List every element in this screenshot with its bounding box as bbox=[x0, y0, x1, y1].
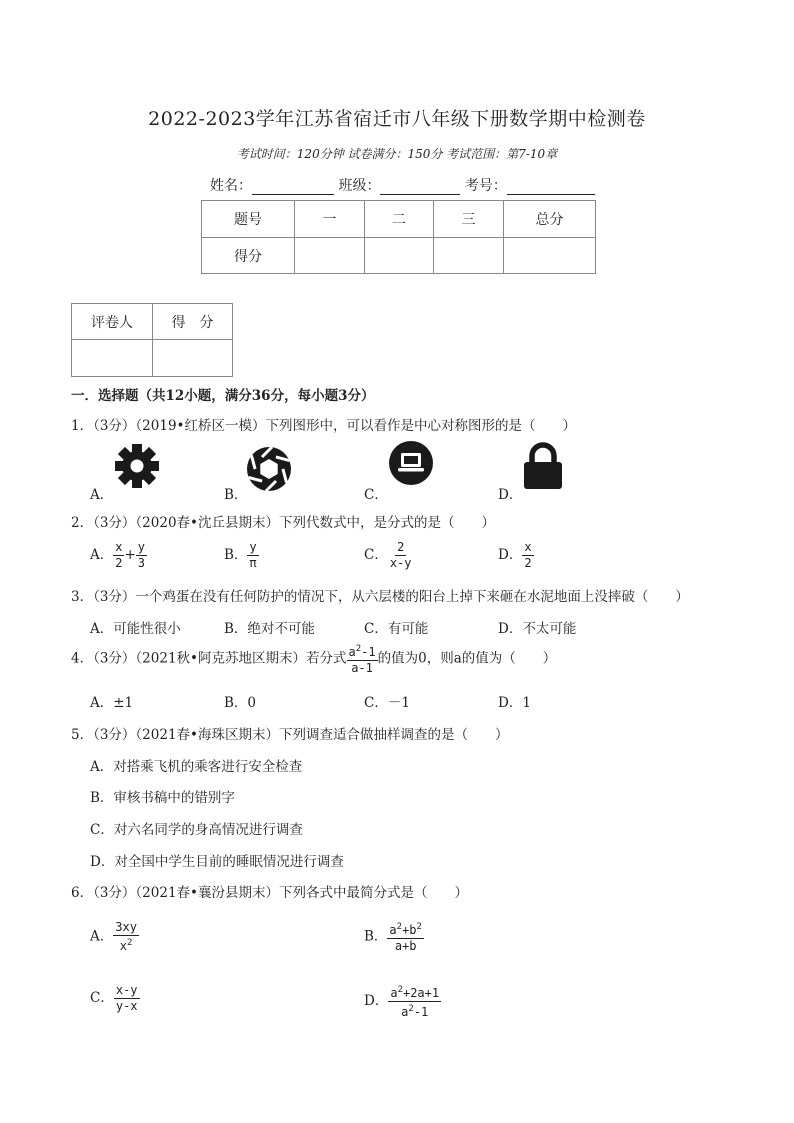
score-header-cell: 题号 bbox=[202, 201, 295, 238]
numerator bbox=[387, 920, 424, 939]
gear-icon[interactable] bbox=[114, 443, 160, 489]
q6-option-d[interactable] bbox=[364, 983, 441, 1020]
option-label: A． bbox=[90, 547, 114, 563]
class-label: 班级： bbox=[338, 178, 381, 194]
score-header-cell: 二 bbox=[365, 201, 434, 238]
q4-option-b[interactable]: B．0 bbox=[224, 695, 257, 711]
exponent: 2 bbox=[396, 922, 403, 932]
question-6: 6．（3分）（2021春•襄汾县期末）下列各式中最简分式是（ ） bbox=[71, 885, 468, 901]
numerator: x bbox=[115, 540, 123, 554]
denominator: a+b bbox=[394, 939, 417, 953]
laptop-circle-icon[interactable] bbox=[388, 440, 434, 486]
score-header-cell: 三 bbox=[434, 201, 504, 238]
fraction bbox=[136, 540, 147, 571]
q3-option-b[interactable]: B．绝对不可能 bbox=[224, 621, 315, 637]
numerator-base: a bbox=[389, 923, 397, 937]
score-header-cell: 一 bbox=[295, 201, 365, 238]
q6-option-b[interactable] bbox=[364, 920, 424, 954]
question-5: 5．（3分）（2021春•海珠区期末）下列调查适合做抽样调查的是（ ） bbox=[71, 727, 509, 743]
q1-option-a-label: A． bbox=[90, 487, 114, 503]
question-3: 3．（3分）一个鸡蛋在没有任何防护的情况下，从六层楼的阳台上掉下来砸在水泥地面上没摔破（ ） bbox=[71, 589, 689, 605]
q6-option-c[interactable] bbox=[90, 983, 140, 1014]
fraction bbox=[387, 920, 424, 954]
q1-option-d-label: D． bbox=[498, 487, 523, 503]
q1-option-c-label: C． bbox=[364, 487, 388, 503]
denominator bbox=[399, 1002, 430, 1020]
option-label: C． bbox=[90, 990, 114, 1006]
number-field[interactable] bbox=[507, 180, 595, 195]
numerator-base: a bbox=[348, 645, 356, 659]
q6-option-a[interactable] bbox=[90, 920, 139, 954]
question-4 bbox=[71, 642, 556, 676]
numerator: 3xy bbox=[115, 920, 137, 934]
name-field[interactable] bbox=[252, 180, 334, 195]
exponent: 2 bbox=[416, 922, 422, 932]
denominator: a-1 bbox=[351, 661, 373, 675]
exponent: 2 bbox=[408, 1004, 414, 1014]
q1-option-b-label: B． bbox=[224, 487, 248, 503]
question-4-text-end: 的值为0，则a的值为（ ） bbox=[377, 650, 557, 667]
q3-option-a[interactable]: A．可能性很小 bbox=[90, 621, 181, 637]
numerator bbox=[388, 983, 441, 1002]
fraction bbox=[114, 983, 140, 1014]
denominator bbox=[118, 936, 135, 954]
option-label: A． bbox=[90, 928, 114, 945]
score-table bbox=[201, 200, 596, 274]
q3-option-d[interactable]: D．不太可能 bbox=[498, 621, 577, 637]
numerator-mid: +b bbox=[402, 923, 417, 937]
question-4-text-start: 4．（3分）（2021秋•阿克苏地区期末）若分式 bbox=[71, 650, 347, 667]
denominator: x-y bbox=[389, 556, 412, 570]
points-header: 得 分 bbox=[153, 304, 233, 340]
denominator-tail: -1 bbox=[413, 1005, 429, 1019]
question-1: 1．（3分）（2019•红桥区一模）下列图形中，可以看作是中心对称图形的是（ ） bbox=[71, 418, 576, 434]
option-label: B． bbox=[224, 547, 248, 563]
score-table-header-row bbox=[202, 201, 596, 238]
score-cell[interactable] bbox=[434, 238, 504, 274]
student-info-line bbox=[210, 175, 595, 195]
score-header-cell: 总分 bbox=[504, 201, 596, 238]
numerator: x bbox=[524, 540, 532, 554]
q5-option-d[interactable]: D．对全国中学生目前的睡眠情况进行调查 bbox=[90, 854, 344, 870]
fraction bbox=[247, 540, 258, 571]
option-label: C． bbox=[364, 547, 388, 563]
plus-sign: + bbox=[124, 547, 136, 563]
fraction bbox=[347, 642, 378, 676]
exponent: 2 bbox=[397, 985, 403, 995]
denominator: 2 bbox=[115, 556, 123, 570]
score-cell[interactable] bbox=[295, 238, 365, 274]
numerator: 2 bbox=[397, 540, 405, 554]
points-cell[interactable] bbox=[153, 340, 233, 377]
score-cell[interactable] bbox=[504, 238, 596, 274]
exam-info: 考试时间：120分钟 试卷满分：150分 考试范围：第7-10章 bbox=[236, 147, 558, 161]
numerator-tail: -1 bbox=[361, 645, 376, 659]
score-cell[interactable] bbox=[365, 238, 434, 274]
numerator: x-y bbox=[115, 983, 138, 997]
denominator: π bbox=[249, 556, 257, 570]
q5-option-a[interactable]: A．对搭乘飞机的乘客进行安全检查 bbox=[90, 759, 303, 775]
fraction bbox=[388, 983, 441, 1020]
grader-header: 评卷人 bbox=[72, 304, 153, 340]
section-heading: 一．选择题（共12小题，满分36分，每小题3分） bbox=[71, 388, 375, 404]
q2-option-a[interactable] bbox=[90, 540, 147, 571]
q4-option-c[interactable]: C．－1 bbox=[364, 695, 410, 711]
grader-table bbox=[71, 303, 233, 377]
denominator: 3 bbox=[137, 556, 146, 570]
camera-aperture-icon[interactable] bbox=[246, 446, 292, 492]
q3-option-c[interactable]: C．有可能 bbox=[364, 621, 429, 637]
fraction bbox=[388, 540, 414, 571]
denominator: y-x bbox=[115, 999, 138, 1013]
option-label: B． bbox=[364, 928, 388, 945]
q2-option-b[interactable] bbox=[224, 540, 259, 571]
option-label: D． bbox=[364, 993, 389, 1009]
q5-option-b[interactable]: B．审核书稿中的错别字 bbox=[90, 790, 235, 806]
denominator-base: x bbox=[119, 939, 127, 953]
class-field[interactable] bbox=[380, 180, 460, 195]
grader-cell[interactable] bbox=[72, 340, 153, 377]
padlock-icon[interactable] bbox=[521, 442, 565, 490]
q2-option-d[interactable] bbox=[498, 540, 534, 571]
q5-option-c[interactable]: C．对六名同学的身高情况进行调查 bbox=[90, 822, 303, 838]
q4-option-a[interactable]: A．±1 bbox=[90, 695, 134, 711]
exponent: 2 bbox=[355, 644, 362, 654]
fraction bbox=[113, 540, 124, 571]
exam-title: 2022-2023学年江苏省宿迁市八年级下册数学期中检测卷 bbox=[148, 108, 646, 130]
exponent: 2 bbox=[127, 938, 133, 948]
q2-option-c[interactable] bbox=[364, 540, 414, 571]
numerator: y bbox=[249, 540, 257, 554]
score-row-label: 得分 bbox=[202, 238, 295, 274]
q4-option-d[interactable]: D．1 bbox=[498, 695, 531, 711]
numerator: y bbox=[137, 540, 146, 554]
number-label: 考号： bbox=[464, 178, 507, 194]
numerator bbox=[347, 642, 378, 661]
option-label: D． bbox=[498, 547, 523, 563]
name-label: 姓名： bbox=[210, 178, 252, 194]
score-table-score-row bbox=[202, 238, 596, 274]
denominator: 2 bbox=[524, 556, 532, 570]
fraction bbox=[113, 920, 139, 954]
numerator-base: a bbox=[390, 986, 398, 1000]
denominator-base: a bbox=[401, 1005, 409, 1019]
fraction bbox=[522, 540, 533, 571]
question-2: 2．（3分）（2020春•沈丘县期末）下列代数式中，是分式的是（ ） bbox=[71, 515, 495, 531]
numerator-mid: +2a+1 bbox=[402, 986, 440, 1000]
